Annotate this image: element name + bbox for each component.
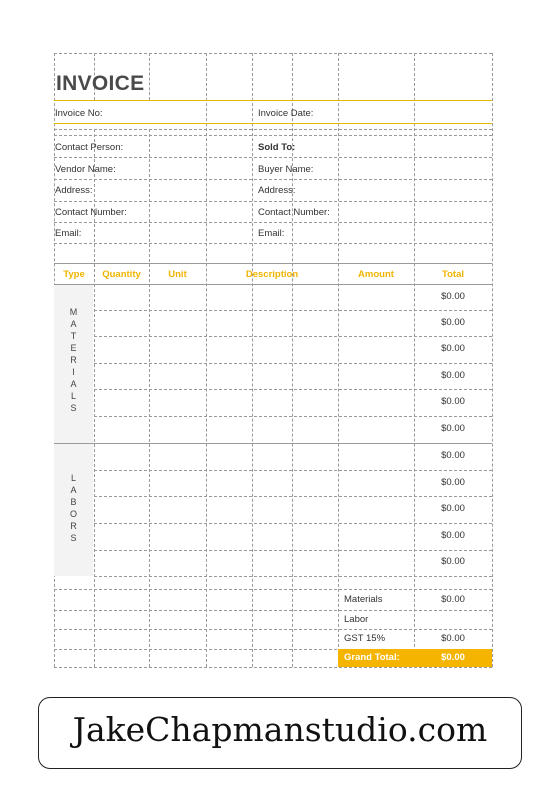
grid-line xyxy=(149,53,150,100)
sold-to-label: Sold To: xyxy=(258,142,296,153)
buyer-address-label: Address: xyxy=(258,185,296,196)
section-divider xyxy=(54,443,492,444)
summary-materials-value: $0.00 xyxy=(441,594,465,605)
invoice-title: INVOICE xyxy=(56,72,145,95)
materials-type-label: M A T E R I A L S xyxy=(69,307,78,413)
invoice-sheet xyxy=(54,53,492,667)
material-row-total: $0.00 xyxy=(441,317,465,328)
grid-line xyxy=(54,629,492,630)
grid-line xyxy=(54,243,492,244)
grid-line xyxy=(54,222,492,223)
grid-line xyxy=(94,389,492,390)
summary-gst-label: GST 15% xyxy=(344,633,386,644)
header-description: Description xyxy=(245,269,299,280)
grid-line xyxy=(206,53,207,667)
grid-line xyxy=(94,470,492,471)
labor-row-total: $0.00 xyxy=(441,556,465,567)
header-amount: Amount xyxy=(358,269,394,280)
summary-labor-label: Labor xyxy=(344,614,369,625)
header-type: Type xyxy=(63,269,85,280)
grid-line xyxy=(492,53,493,667)
material-row-total: $0.00 xyxy=(441,343,465,354)
grid-line xyxy=(54,667,492,668)
labor-row-total: $0.00 xyxy=(441,450,465,461)
grid-line xyxy=(94,363,492,364)
header-unit: Unit xyxy=(168,269,187,280)
table-top-rule xyxy=(54,263,492,264)
grid-line xyxy=(94,550,492,551)
grid-line xyxy=(54,589,492,590)
grand-total-label: Grand Total: xyxy=(344,652,400,663)
grid-line xyxy=(94,496,492,497)
grid-line xyxy=(94,576,492,577)
summary-gst-value: $0.00 xyxy=(441,633,465,644)
grand-total-bar xyxy=(338,649,492,667)
material-row-total: $0.00 xyxy=(441,291,465,302)
grid-line xyxy=(54,201,492,202)
material-row-total: $0.00 xyxy=(441,423,465,434)
vendor-name-label: Vendor Name: xyxy=(55,164,116,175)
grid-line xyxy=(94,416,492,417)
header-total: Total xyxy=(442,269,464,280)
header-quantity: Quantity xyxy=(102,269,141,280)
grid-line xyxy=(54,129,492,130)
summary-materials-label: Materials xyxy=(344,594,383,605)
yellow-rule xyxy=(54,123,492,124)
labor-row-total: $0.00 xyxy=(441,477,465,488)
grand-total-value: $0.00 xyxy=(441,652,465,663)
grid-line xyxy=(54,157,492,158)
vendor-address-label: Address: xyxy=(55,185,93,196)
brand-banner xyxy=(38,697,522,769)
grid-line xyxy=(54,135,492,136)
grid-line xyxy=(94,310,492,311)
vendor-email-label: Email: xyxy=(55,228,82,239)
vendor-contact-number-label: Contact Number: xyxy=(55,207,127,218)
labor-row-total: $0.00 xyxy=(441,530,465,541)
material-row-total: $0.00 xyxy=(441,396,465,407)
yellow-rule xyxy=(54,100,492,101)
grid-line xyxy=(94,336,492,337)
grid-line xyxy=(414,53,415,667)
buyer-contact-number-label: Contact Number: xyxy=(258,207,330,218)
invoice-date-label: Invoice Date: xyxy=(258,108,314,119)
material-row-total: $0.00 xyxy=(441,370,465,381)
grid-line xyxy=(54,53,492,54)
invoice-no-label: Invoice No: xyxy=(55,108,103,119)
labors-type-label: L A B O R S xyxy=(69,473,77,543)
labor-row-total: $0.00 xyxy=(441,503,465,514)
grid-line xyxy=(252,53,253,667)
grid-line xyxy=(54,179,492,180)
contact-person-label: Contact Person: xyxy=(55,142,124,153)
grid-line xyxy=(338,53,339,667)
grid-line xyxy=(149,129,150,667)
grid-line xyxy=(94,523,492,524)
buyer-email-label: Email: xyxy=(258,228,285,239)
buyer-name-label: Buyer Name: xyxy=(258,164,314,175)
header-bottom-rule xyxy=(54,284,492,285)
grid-line xyxy=(54,610,492,611)
brand-text: JakeChapmanstudio.com xyxy=(72,710,488,749)
